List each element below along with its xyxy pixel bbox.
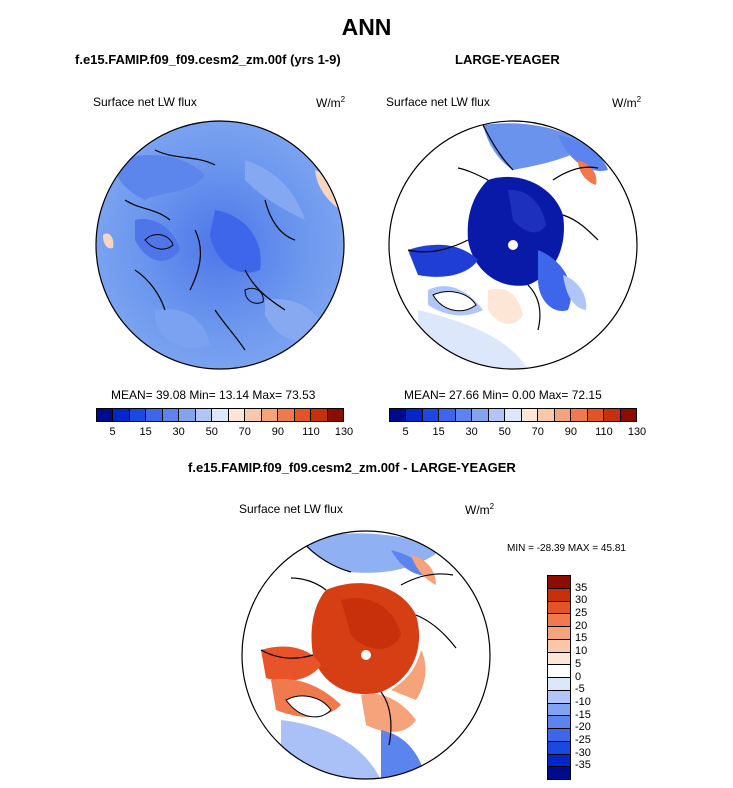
colorbar-tick-label: 5 <box>109 426 116 438</box>
panel-1-heading: f.e15.FAMIP.f09_f09.cesm2_zm.00f (yrs 1-9) <box>75 52 341 67</box>
panel-3-pole-marker <box>361 650 371 660</box>
colorbar-tick-label: 130 <box>334 426 354 438</box>
colorbar-swatch <box>97 409 113 421</box>
colorbar-swatch <box>113 409 129 421</box>
colorbar-tick-label: 35 <box>575 581 588 594</box>
colorbar-swatch <box>278 409 294 421</box>
colorbar-swatch <box>146 409 162 421</box>
colorbar-tick-label: 50 <box>498 426 511 438</box>
colorbar-swatch <box>548 678 570 691</box>
panel-3-stats: MIN = -28.39 MAX = 45.81 <box>507 543 626 554</box>
colorbar-swatch <box>130 409 146 421</box>
colorbar-tick-label: 70 <box>238 426 251 438</box>
colorbar-swatch <box>548 589 570 602</box>
colorbar-swatch <box>163 409 179 421</box>
colorbar-swatch <box>406 409 422 421</box>
colorbar-swatch <box>196 409 212 421</box>
panel-1-polar-map <box>95 120 345 370</box>
colorbar-tick-label: -20 <box>575 721 591 734</box>
colorbar-swatch <box>548 665 570 678</box>
colorbar-swatch <box>548 627 570 640</box>
colorbar-tick-label: 30 <box>465 426 478 438</box>
colorbar-tick-label: 90 <box>564 426 577 438</box>
colorbar-swatch <box>538 409 554 421</box>
colorbar-swatch <box>311 409 327 421</box>
colorbar-tick-label: 5 <box>575 657 582 670</box>
colorbar-swatch <box>505 409 521 421</box>
colorbar-swatch <box>548 653 570 666</box>
colorbar-swatch <box>456 409 472 421</box>
colorbar-swatch <box>439 409 455 421</box>
colorbar-tick-label: 20 <box>575 619 588 632</box>
colorbar-tick-label: 130 <box>627 426 647 438</box>
colorbar-swatch <box>423 409 439 421</box>
panel-2-variable-label: Surface net LW flux <box>386 95 490 109</box>
colorbar-tick-label: -35 <box>575 759 591 772</box>
colorbar-swatch <box>621 409 636 421</box>
panel-2-heading: LARGE-YEAGER <box>455 52 560 67</box>
colorbar-swatch <box>212 409 228 421</box>
colorbar-swatch <box>548 704 570 717</box>
colorbar-swatch <box>328 409 343 421</box>
panel-3-colorbar-ticks <box>575 575 615 778</box>
colorbar-swatch <box>548 691 570 704</box>
colorbar-tick-label: -10 <box>575 695 591 708</box>
panel-1-colorbar <box>96 408 344 422</box>
colorbar-swatch <box>548 716 570 729</box>
colorbar-tick-label: 30 <box>575 594 588 607</box>
panel-2-pole-marker <box>508 240 518 250</box>
colorbar-swatch <box>262 409 278 421</box>
colorbar-tick-label: 10 <box>575 645 588 658</box>
colorbar-swatch <box>179 409 195 421</box>
colorbar-tick-label: -15 <box>575 708 591 721</box>
panel-1-colorbar-ticks <box>96 426 354 440</box>
panel-2-polar-map <box>388 120 638 370</box>
colorbar-tick-label: 70 <box>531 426 544 438</box>
panel-1-variable-label: Surface net LW flux <box>93 95 197 109</box>
colorbar-swatch <box>548 602 570 615</box>
colorbar-swatch <box>295 409 311 421</box>
colorbar-tick-label: 25 <box>575 607 588 620</box>
panel-3-variable-label: Surface net LW flux <box>239 502 343 516</box>
colorbar-swatch <box>548 576 570 589</box>
colorbar-swatch <box>548 755 570 768</box>
panel-2-colorbar <box>389 408 637 422</box>
panel-3-heading: f.e15.FAMIP.f09_f09.cesm2_zm.00f - LARGE-YEAGER <box>188 460 516 475</box>
colorbar-tick-label: 110 <box>595 426 613 438</box>
colorbar-swatch <box>245 409 261 421</box>
panel-3-units: $W/m^2$ <box>465 502 495 517</box>
colorbar-tick-label: -30 <box>575 746 591 759</box>
colorbar-tick-label: 15 <box>575 632 588 645</box>
colorbar-tick-label: 50 <box>205 426 218 438</box>
colorbar-swatch <box>489 409 505 421</box>
colorbar-tick-label: 15 <box>432 426 445 438</box>
colorbar-tick-label: 110 <box>302 426 320 438</box>
colorbar-swatch <box>548 614 570 627</box>
colorbar-swatch <box>548 767 570 779</box>
colorbar-tick-label: 90 <box>271 426 284 438</box>
colorbar-tick-label: 15 <box>139 426 152 438</box>
colorbar-swatch <box>571 409 587 421</box>
colorbar-tick-label: 30 <box>172 426 185 438</box>
panel-1-units: $W/m^2$ <box>316 95 346 110</box>
colorbar-tick-label: -5 <box>575 683 585 696</box>
main-title: ANN <box>341 14 392 40</box>
colorbar-tick-label: 5 <box>402 426 409 438</box>
panel-3-polar-map <box>241 530 491 780</box>
panel-3-colorbar <box>547 575 571 780</box>
colorbar-swatch <box>390 409 406 421</box>
colorbar-tick-label: 0 <box>575 670 582 683</box>
colorbar-swatch <box>548 742 570 755</box>
colorbar-swatch <box>522 409 538 421</box>
panel-2-colorbar-ticks <box>389 426 647 440</box>
panel-2-units: $W/m^2$ <box>612 95 642 110</box>
colorbar-swatch <box>588 409 604 421</box>
panel-1-stats: MEAN= 39.08 Min= 13.14 Max= 73.53 <box>111 388 316 402</box>
colorbar-swatch <box>555 409 571 421</box>
colorbar-swatch <box>548 729 570 742</box>
colorbar-tick-label: -25 <box>575 733 591 746</box>
colorbar-swatch <box>472 409 488 421</box>
colorbar-swatch <box>604 409 620 421</box>
colorbar-swatch <box>548 640 570 653</box>
panel-2-stats: MEAN= 27.66 Min= 0.00 Max= 72.15 <box>404 388 602 402</box>
colorbar-swatch <box>229 409 245 421</box>
